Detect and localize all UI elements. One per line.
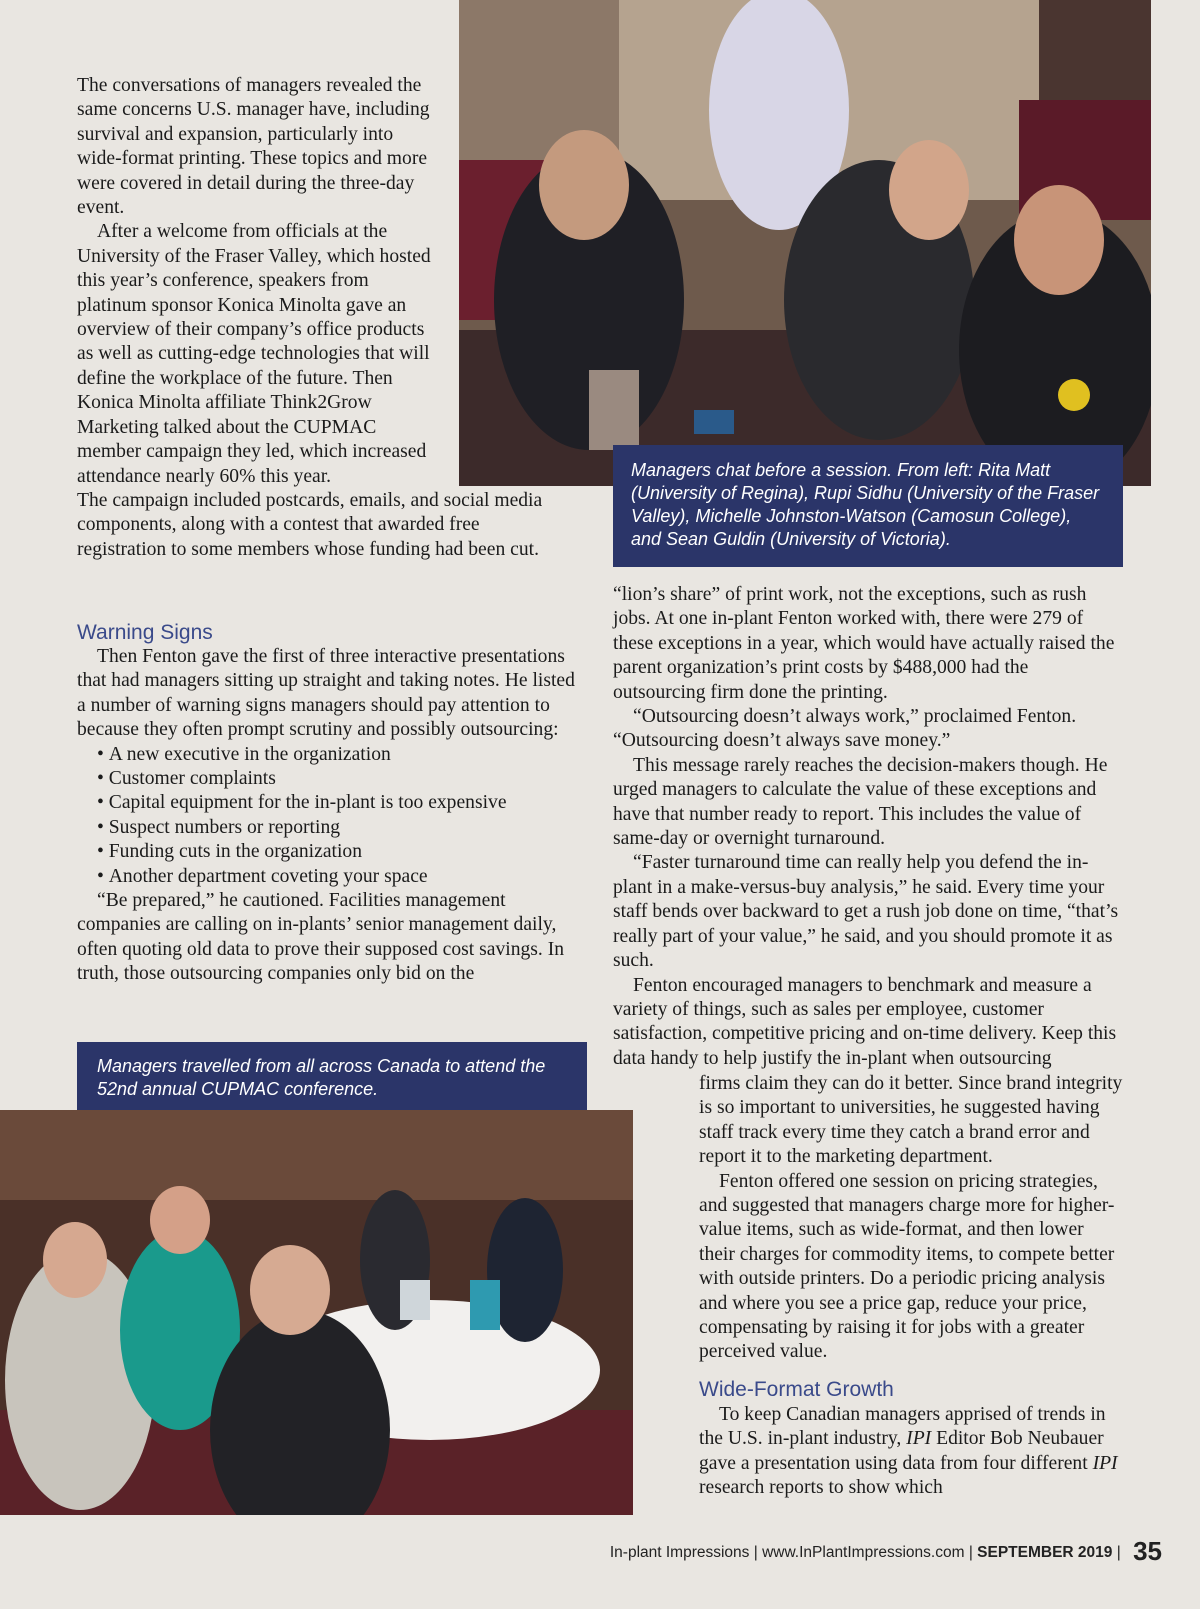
footer-publication: In-plant Impressions [609, 1544, 750, 1561]
footer-website: www.InPlantImpressions.com [762, 1544, 965, 1561]
column1-wide-text [77, 489, 567, 562]
paragraph-pricing: Fenton offered one session on pricing strategies, and suggested that managers charge more for higher-value items, such as wide-format, and then lower their charges for commodity items, to compete better with outside printers. Do a periodic pricing analysis and where you see a price gap, reduce your price, compensating by raising it for jobs with a greater perceived value. [699, 1170, 1115, 1363]
bottom-caption-text: Managers travelled from all across Canada to attend the 52nd annual CUPMAC conference. [97, 1056, 546, 1099]
paragraph-warning-intro: Then Fenton gave the first of three interactive presentations that had managers sitting up straight and taking notes. He listed a number of warning signs managers should pay attention to because they often prompt scrutiny and possibly outsourcing: [77, 646, 575, 741]
bottom-photo [0, 1110, 633, 1515]
list-item: • Suspect numbers or reporting [97, 816, 587, 840]
column2-narrow-text [699, 1072, 1123, 1365]
warning-signs-list [77, 743, 587, 889]
footer-month: SEPTEMBER 2019 [977, 1544, 1113, 1561]
list-item: • Funding cuts in the organization [97, 840, 587, 864]
paragraph-campaign: The campaign included postcards, emails, and social media components, along with a contest that awarded free registration to some members whose funding had been cut. [77, 490, 543, 560]
footer-separator: | [968, 1544, 973, 1561]
page-footer [0, 1536, 1162, 1567]
paragraph-be-prepared: “Be prepared,” he cautioned. Facilities management companies are calling on in-plants’ senior management daily, often quoting old data to prove their supposed cost savings. In truth, those outsourcing companies only bid on the [77, 890, 565, 985]
paragraph-outsourcing-quote: “Outsourcing doesn’t always work,” proclaimed Fenton. “Outsourcing doesn’t always save money.” [613, 706, 1077, 752]
top-caption-text: Managers chat before a session. From left: Rita Matt (University of Regina), Rupi Sidhu (University of the Fraser Valley), Michelle Johnston-Watson (Camosun College), and Sean Guldin (University of Victoria). [631, 460, 1100, 549]
heading-warning-signs: Warning Signs [77, 621, 213, 644]
page-number: 35 [1133, 1536, 1162, 1566]
footer-separator: | [1116, 1544, 1121, 1561]
column1-text [77, 74, 437, 489]
wide-format-section [699, 1403, 1123, 1501]
paragraph-turnaround: “Faster turnaround time can really help you defend the in-plant in a make-versus-buy analysis,” he said. Every time your staff bends over backward to get a rush job done on time, “that’s really part of your value,” he said, and you should promote it as such. [613, 852, 1119, 972]
list-item: • Customer complaints [97, 767, 587, 791]
heading-wide-format-growth: Wide-Format Growth [699, 1378, 894, 1401]
column2-text [613, 583, 1123, 1071]
warning-section [77, 645, 587, 987]
top-photo-caption [613, 445, 1123, 567]
paragraph-wide-format: To keep Canadian managers apprised of trends in the U.S. in-plant industry, IPI Editor Bob Neubauer gave a presentation using data from four different IPI research reports to show which [699, 1404, 1118, 1499]
footer-separator: | [753, 1544, 758, 1561]
paragraph-intro: The conversations of managers revealed the same concerns U.S. manager have, including survival and expansion, particularly into wide-format printing. These topics and more were covered in detail during the three-day event. [77, 75, 430, 219]
top-photo [459, 0, 1151, 486]
list-item: • A new executive in the organization [97, 743, 587, 767]
paragraph-benchmark: Fenton encouraged managers to benchmark and measure a variety of things, such as sales per employee, customer satisfaction, competitive pricing and on-time delivery. Keep this data handy to help justify the in-plant when outsourcing [613, 974, 1117, 1069]
paragraph-lions-share: “lion’s share” of print work, not the exceptions, such as rush jobs. At one in-plant Fenton worked with, there were 279 of these exceptions in a year, which would have actually raised the parent organization’s print costs by $488,000 had the outsourcing firm done the printing. [613, 584, 1115, 703]
paragraph-brand-integrity: firms claim they can do it better. Since brand integrity is so important to universities, he suggested having staff track every time they catch a brand error and report it to the marketing department. [699, 1073, 1123, 1168]
paragraph-decision-makers: This message rarely reaches the decision-makers though. He urged managers to calculate the value of these exceptions and have that number ready to report. This includes the value of same-day or overnight turnaround. [613, 754, 1108, 850]
bottom-photo-caption [77, 1042, 587, 1110]
list-item: • Another department coveting your space [97, 865, 587, 889]
paragraph-welcome: After a welcome from officials at the University of the Fraser Valley, which hosted this year’s conference, speakers from platinum sponsor Konica Minolta gave an overview of their company’s office products as well as cutting-edge technologies that will define the workplace of the future. Then Konica Minolta affiliate Think2Grow Marketing talked about the CUPMAC member campaign they led, which increased attendance nearly 60% this year. [77, 221, 431, 487]
list-item: • Capital equipment for the in-plant is too expensive [97, 791, 587, 815]
